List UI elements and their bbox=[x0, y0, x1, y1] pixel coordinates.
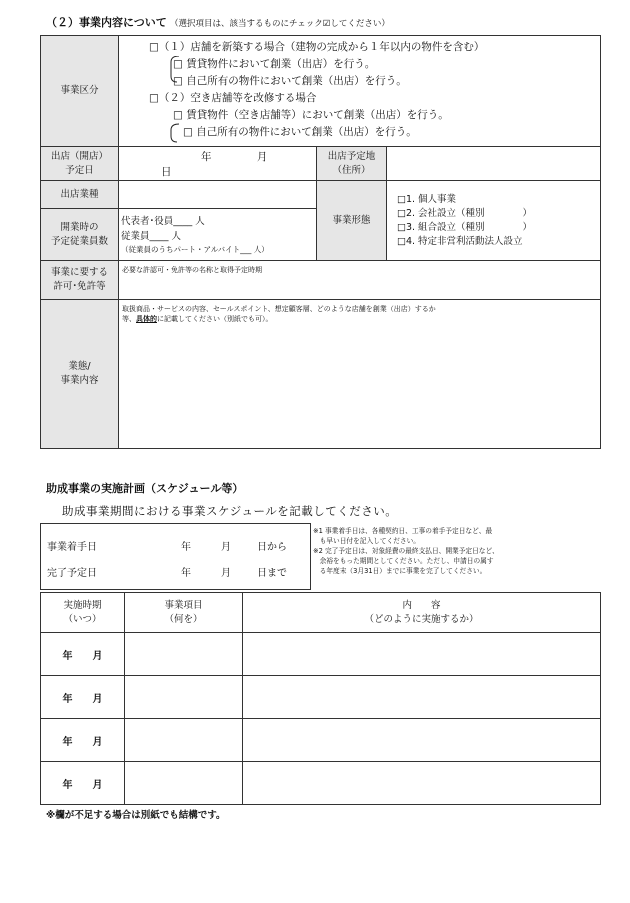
start-label: 事業着手日 bbox=[47, 542, 97, 553]
business-form-options bbox=[387, 181, 601, 261]
business-category-label: 事業区分 bbox=[41, 36, 119, 147]
bracket-lines bbox=[159, 56, 183, 144]
plan-heading: 助成事業の実施計画（スケジュール等） bbox=[46, 482, 244, 495]
content-field[interactable]: 取扱商品・サービスの内容、セールスポイント、想定顧客層、どのような店舗を創業（出店）するか 等、具体的に記載してください（別紙でも可）。 bbox=[119, 300, 601, 449]
option-new-store[interactable]: □（１）店舗を新築する場合（建物の完成から１年以内の物件を含む） bbox=[149, 41, 485, 53]
opening-date-field[interactable]: 年 月 日 bbox=[119, 147, 317, 181]
dates-notes: ※1 事業着手日は、各種契約日、工事の着手予定日など、最 も早い日付を記入してください。 ※2 完了予定日は、対象経費の最終支払日、開業予定日など、 余裕をもった期間としてください。ただし、申請日の属す る年度末（3月31日）までに事業を完了してください。 bbox=[313, 526, 499, 575]
footnote: ※欄が不足する場合は別紙でも結構です。 bbox=[46, 810, 226, 821]
col-item-header: 事業項目 （何を） bbox=[125, 593, 243, 633]
table-row bbox=[41, 719, 601, 762]
option-new-store-owned[interactable]: □ 自己所有の物件において創業（出店）を行う。 bbox=[173, 75, 407, 87]
row-content[interactable] bbox=[243, 762, 601, 805]
table-row bbox=[41, 633, 601, 676]
row-content[interactable] bbox=[243, 676, 601, 719]
section-title: （２）事業内容について bbox=[46, 16, 167, 29]
opening-date-label: 出店（開店） 予定日 bbox=[41, 147, 119, 181]
content-label: 業態/ 事業内容 bbox=[41, 300, 119, 449]
form-sole-proprietor[interactable]: □1. 個人事業 bbox=[397, 193, 457, 205]
permits-label: 事業に要する 許可･免許等 bbox=[41, 261, 119, 300]
option-vacant-store[interactable]: □（２）空き店舗等を改修する場合 bbox=[149, 92, 317, 104]
section-note: （選択項目は、該当するものにチェック☑してください） bbox=[169, 19, 390, 29]
row-when[interactable]: 年 月 bbox=[41, 762, 125, 805]
option-vacant-store-rental[interactable]: □ 賃貸物件（空き店舗等）において創業（出店）を行う。 bbox=[173, 109, 449, 121]
location-field[interactable] bbox=[387, 147, 601, 181]
plan-subheading: 助成事業期間における事業スケジュールを記載してください。 bbox=[62, 504, 398, 518]
row-item[interactable] bbox=[125, 762, 243, 805]
option-vacant-store-owned[interactable]: □ 自己所有の物件において創業（出店）を行う。 bbox=[183, 126, 417, 138]
row-item[interactable] bbox=[125, 676, 243, 719]
row-item[interactable] bbox=[125, 719, 243, 762]
end-label: 完了予定日 bbox=[47, 568, 97, 579]
col-content-header: 内 容 （どのように実施するか） bbox=[243, 593, 601, 633]
permits-field[interactable]: 必要な許認可・免許等の名称と取得予定時期 bbox=[119, 261, 601, 300]
col-when-header: 実施時期 （いつ） bbox=[41, 593, 125, 633]
row-content[interactable] bbox=[243, 633, 601, 676]
section-header bbox=[46, 14, 390, 30]
option-new-store-rental[interactable]: □ 賃貸物件において創業（出店）を行う。 bbox=[173, 58, 376, 70]
row-content[interactable] bbox=[243, 719, 601, 762]
location-label: 出店予定地 （住所） bbox=[317, 147, 387, 181]
business-category-options bbox=[119, 36, 601, 147]
form-company[interactable]: □2. 会社設立（種別 ） bbox=[397, 207, 533, 219]
form-union[interactable]: □3. 組合設立（種別 ） bbox=[397, 221, 533, 233]
business-form-label: 事業形態 bbox=[317, 181, 387, 261]
employees-label: 開業時の 予定従業員数 bbox=[41, 209, 119, 261]
table-row bbox=[41, 676, 601, 719]
schedule-table bbox=[40, 592, 601, 805]
table-row bbox=[41, 762, 601, 805]
form-npo[interactable]: □4. 特定非営利活動法人設立 bbox=[397, 235, 523, 247]
row-when[interactable]: 年 月 bbox=[41, 719, 125, 762]
industry-field[interactable] bbox=[119, 181, 317, 209]
row-when[interactable]: 年 月 bbox=[41, 676, 125, 719]
business-content-table bbox=[40, 35, 601, 449]
industry-label: 出店業種 bbox=[41, 181, 119, 209]
dates-cell: 事業着手日 年 月 日から 完了予定日 年 月 日まで bbox=[41, 524, 311, 590]
schedule-dates-table bbox=[40, 523, 601, 590]
row-when[interactable]: 年 月 bbox=[41, 633, 125, 676]
employees-field[interactable]: 代表者･役員____ 人 従業員____ 人 （従業員のうちパート・アルバイト___ 人） bbox=[119, 209, 317, 261]
row-item[interactable] bbox=[125, 633, 243, 676]
